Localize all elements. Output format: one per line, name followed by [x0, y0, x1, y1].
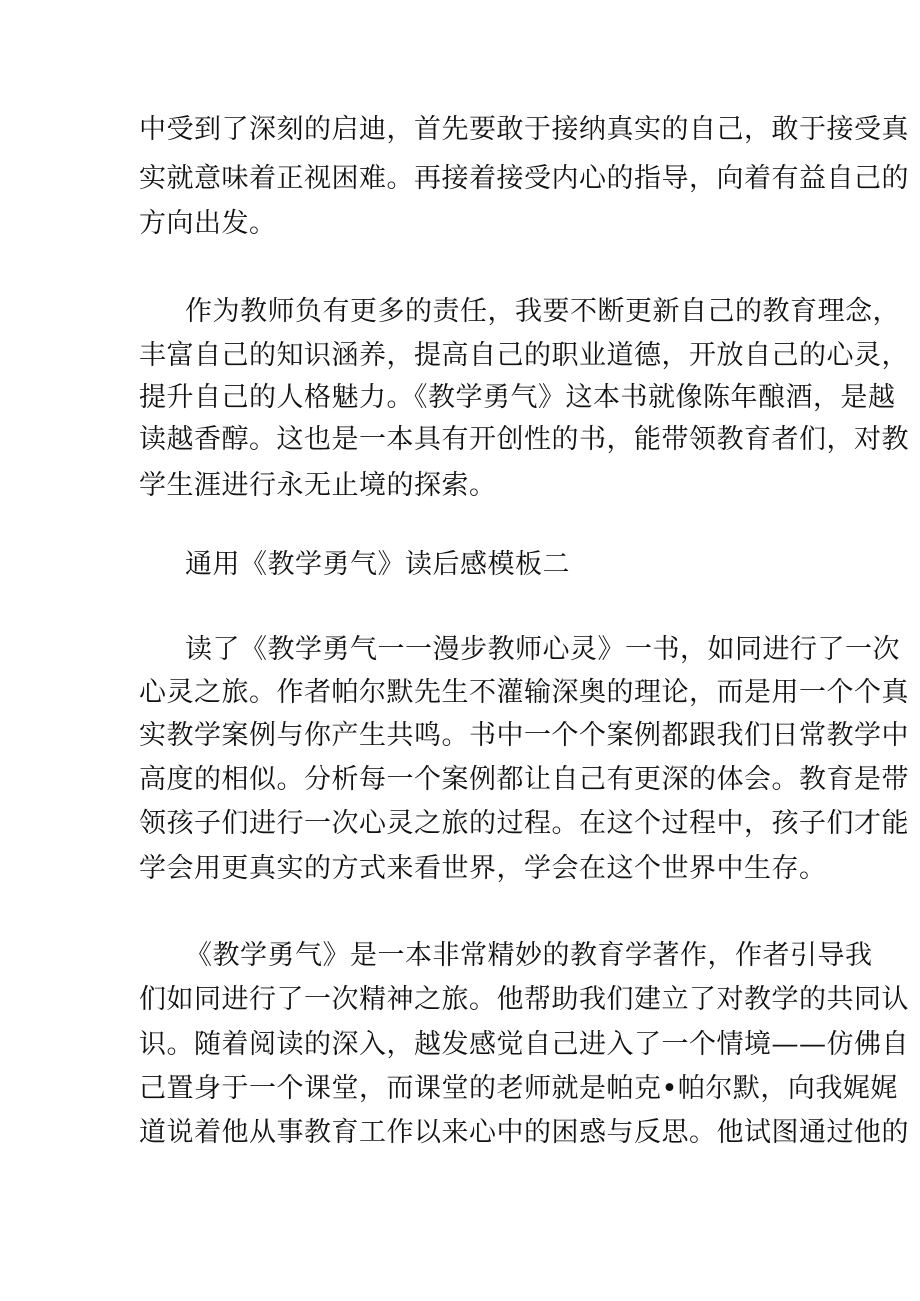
paragraph-2-line-4: 读越香醇。这也是一本具有开创性的书，能带领教育者们，对教 — [139, 424, 909, 455]
paragraph-1-line-2: 实就意味着正视困难。再接着接受内心的指导，向着有益自己的 — [139, 163, 909, 194]
paragraph-2-line-1: 作为教师负有更多的责任，我要不断更新自己的教育理念， — [185, 296, 900, 327]
paragraph-2-line-3: 提升自己的人格魅力。《教学勇气》这本书就像陈年酿酒，是越 — [139, 382, 896, 413]
paragraph-2-line-5: 学生涯进行永无止境的探索。 — [139, 470, 497, 501]
paragraph-3-line-4: 高度的相似。分析每一个案例都让自己有更深的体会。教育是带 — [139, 764, 909, 795]
paragraph-3-line-6: 学会用更真实的方式来看世界，学会在这个世界中生存。 — [139, 853, 827, 884]
paragraph-1-line-1: 中受到了深刻的启迪，首先要敢于接纳真实的自己，敢于接受真 — [139, 114, 909, 145]
paragraph-4-line-4: 己置身于一个课堂，而课堂的老师就是帕克•帕尔默，向我娓娓 — [139, 1073, 898, 1104]
section-heading: 通用《教学勇气》读后感模板二 — [185, 549, 570, 580]
paragraph-1-line-3: 方向出发。 — [139, 208, 277, 239]
paragraph-3-line-1: 读了《教学勇气一一漫步教师心灵》一书，如同进行了一次 — [185, 634, 900, 665]
paragraph-4-line-3: 识。随着阅读的深入，越发感觉自己进入了一个情境——仿佛自 — [139, 1029, 909, 1060]
paragraph-4-line-2: 们如同进行了一次精神之旅。他帮助我们建立了对教学的共同认 — [139, 984, 909, 1015]
paragraph-4-line-1: 《教学勇气》是一本非常精妙的教育学著作，作者引导我 — [185, 940, 873, 971]
paragraph-3-line-2: 心灵之旅。作者帕尔默先生不灌输深奥的理论，而是用一个个真 — [139, 677, 909, 708]
paragraph-3-line-5: 领孩子们进行一次心灵之旅的过程。在这个过程中，孩子们才能 — [139, 808, 909, 839]
paragraph-3-line-3: 实教学案例与你产生共鸣。书中一个个案例都跟我们日常教学中 — [139, 720, 909, 751]
paragraph-4-line-5: 道说着他从事教育工作以来心中的困惑与反思。他试图通过他的 — [139, 1117, 909, 1148]
paragraph-2-line-2: 丰富自己的知识涵养，提高自己的职业道德，开放自己的心灵， — [139, 340, 909, 371]
